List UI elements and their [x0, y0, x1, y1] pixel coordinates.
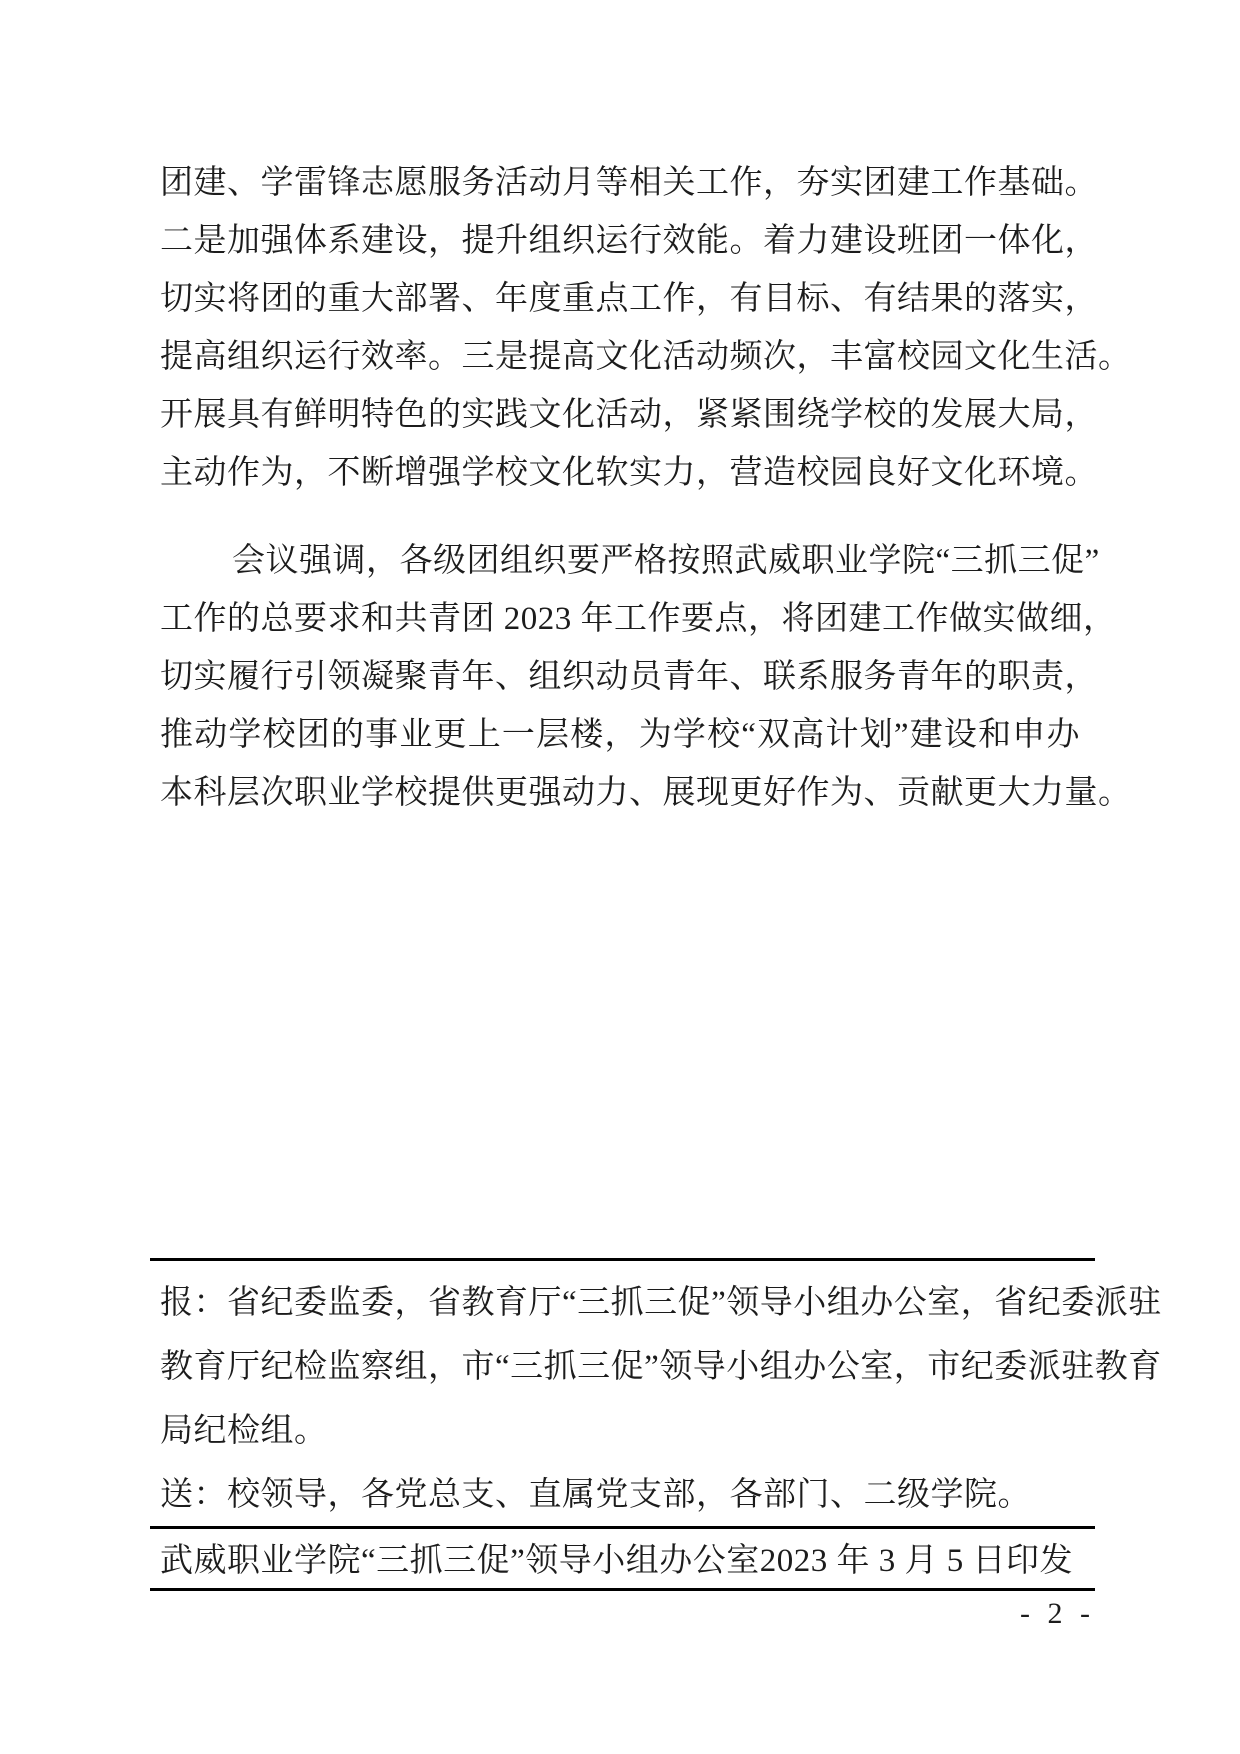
paragraph-meeting-emphasis — [160, 532, 1132, 822]
body-text-line: 本科层次职业学校提供更强动力、展现更好作为、贡献更大力量。 — [160, 775, 1132, 811]
document-body — [160, 154, 1132, 822]
body-text-line: 开展具有鲜明特色的实践文化活动，紧紧围绕学校的发展大局， — [160, 397, 1098, 433]
cc-send-list — [160, 1463, 1080, 1527]
body-text-line: 切实履行引领凝聚青年、组织动员青年、联系服务青年的职责， — [160, 659, 1098, 695]
cc-report-list — [160, 1271, 1162, 1463]
cc-report-line: 报：省纪委监委，省教育厅“三抓三促”领导小组办公室，省纪委派驻 — [160, 1285, 1162, 1321]
body-text-line: 团建、学雷锋志愿服务活动月等相关工作，夯实团建工作基础。 — [160, 165, 1098, 201]
issuer-row — [160, 1526, 1072, 1588]
body-text-line: 工作的总要求和共青团 2023 年工作要点，将团建工作做实做细， — [160, 601, 1117, 637]
separator-line-bottom — [150, 1588, 1095, 1591]
cc-report-line: 局纪检组。 — [160, 1413, 328, 1449]
separator-line-top — [150, 1258, 1095, 1261]
cc-send-line: 送：校领导，各党总支、直属党支部，各部门、二级学院。 — [160, 1477, 1031, 1513]
body-text-line: 提高组织运行效率。三是提高文化活动频次，丰富校园文化生活。 — [160, 339, 1132, 375]
cc-block — [160, 1271, 1162, 1527]
body-text-line: 二是加强体系建设，提升组织运行效能。着力建设班团一体化， — [160, 223, 1098, 259]
issuing-office: 武威职业学院“三抓三促”领导小组办公室 — [160, 1542, 760, 1579]
body-text-line: 推动学校团的事业更上一层楼，为学校“双高计划”建设和申办 — [160, 717, 1080, 753]
body-text-line: 会议强调，各级团组织要严格按照武威职业学院“三抓三促” — [232, 543, 1100, 579]
print-date: 2023 年 3 月 5 日印发 — [759, 1542, 1074, 1579]
body-text-line: 主动作为，不断增强学校文化软实力，营造校园良好文化环境。 — [160, 455, 1098, 491]
page-number: - 2 - — [1020, 1597, 1095, 1630]
body-text-line: 切实将团的重大部署、年度重点工作，有目标、有结果的落实， — [160, 281, 1098, 317]
paragraph-continuation — [160, 154, 1132, 502]
cc-report-line: 教育厅纪检监察组，市“三抓三促”领导小组办公室，市纪委派驻教育 — [160, 1349, 1162, 1385]
